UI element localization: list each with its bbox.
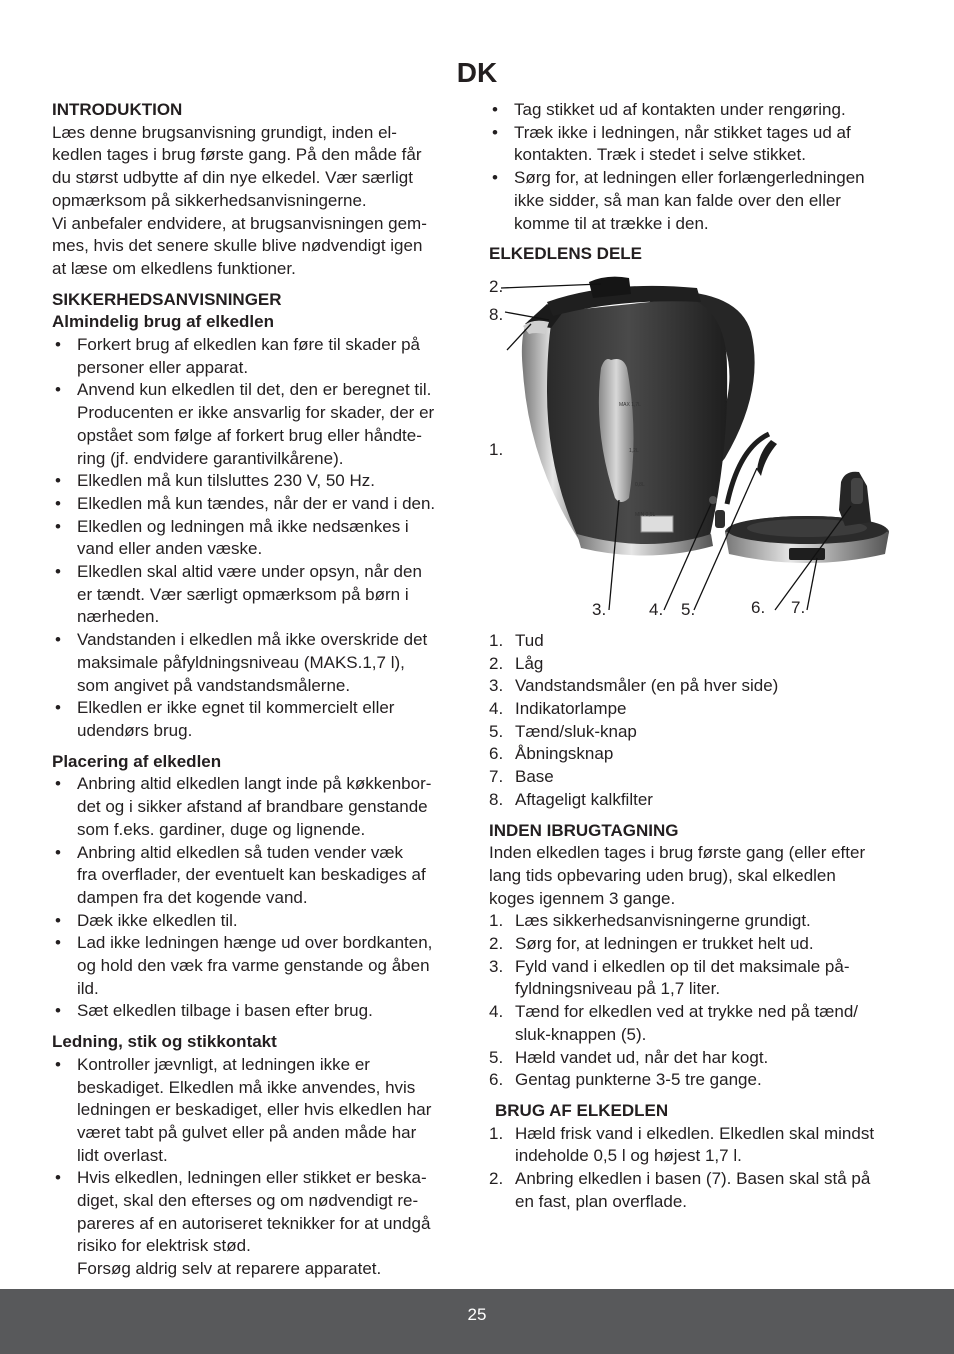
list-item: 5. Hæld vandet ud, når det har kogt.: [489, 1047, 769, 1067]
gauge-label-low: 0,8L: [635, 481, 645, 488]
power-switch: [715, 510, 725, 528]
callout-5: 5.: [681, 599, 696, 619]
list-item: 3. Vandstandsmåler (en på hver side): [489, 676, 779, 696]
intro-paragraph-2: Vi anbefaler endvidere, at brugsanvisningen gem- mes, hvis det senere skulle blive nødvendigt igen at læse om elkedlens funktioner.: [52, 213, 427, 278]
page-title: DK: [456, 57, 498, 88]
list-item: 2. Sørg for, at ledningen er trukket helt ud.: [489, 934, 814, 954]
list-item: • Sæt elkedlen tilbage i basen efter brug.: [52, 1000, 464, 1023]
left-column: [52, 99, 464, 1281]
list-item: • Elkedlen må kun tændes, når der er vand i den.: [52, 493, 464, 516]
cord-list-continued: [489, 99, 907, 235]
kettle-illustration: [489, 272, 907, 630]
gauge-label-min: MIN 0,5L: [635, 511, 656, 518]
list-item: • Kontroller jævnligt, at ledningen ikke er beskadiget. Elkedlen må ikke anvendes, hvis ledningen er beskadiget, eller hvis elkedlen har været tabt på gulvet eller på anden måde har lidt overlast.: [52, 1054, 464, 1168]
list-item: 2. Anbring elkedlen i basen (7). Basen skal stå på en fast, plan overflade.: [489, 1169, 871, 1211]
callout-3: 3.: [592, 599, 607, 619]
list-item: • Tag stikket ud af kontakten under rengøring.: [489, 99, 907, 122]
list-item: • Elkedlen må kun tilsluttes 230 V, 50 Hz.: [52, 470, 464, 493]
list-item: • Lad ikke ledningen hænge ud over bordkanten, og hold den væk fra varme genstande og åben ild.: [52, 932, 464, 1000]
general-use-list: [52, 334, 464, 743]
list-item: 1. Læs sikkerhedsanvisningerne grundigt.: [489, 911, 811, 931]
gauge-label-max: MAX 1,7L: [619, 401, 641, 408]
placement-heading: Placering af elkedlen: [52, 751, 222, 771]
list-item: 3. Fyld vand i elkedlen op til det maksimale på- fyldningsniveau på 1,7 liter.: [489, 956, 850, 999]
list-item: • Anvend kun elkedlen til det, den er beregnet til. Producenten er ikke ansvarlig for skader, der er opstået som følge af forkert brug eller håndte- ring (jf. endvidere garantivilkårene).: [52, 379, 464, 470]
page-number: 25: [467, 1305, 487, 1324]
intro-heading: INTRODUKTION: [52, 100, 183, 119]
list-item: 1. Tud: [489, 630, 544, 650]
list-item: • Elkedlen og ledningen må ikke nedsænkes i vand eller anden væske.: [52, 516, 464, 561]
placement-list: [52, 773, 464, 1023]
list-item: 6. Gentag punkterne 3-5 tre gange.: [489, 1070, 762, 1090]
list-item: • Elkedlen er ikke egnet til kommercielt eller udendørs brug.: [52, 697, 464, 742]
list-item: 8. Aftageligt kalkfilter: [489, 789, 653, 809]
gauge-label-mid: 1,2L: [629, 447, 639, 454]
callout-8: 8.: [489, 304, 504, 324]
callout-4: 4.: [649, 599, 664, 619]
list-item: 4. Tænd for elkedlen ved at trykke ned på tænd/ sluk-knappen (5).: [489, 1002, 859, 1044]
kettle-body: [547, 298, 727, 548]
parts-list: [489, 630, 907, 812]
callout-7: 7.: [791, 597, 806, 617]
list-item: 1. Hæld frisk vand i elkedlen. Elkedlen skal mindst indeholde 0,5 l og højest 1,7 l.: [489, 1123, 875, 1166]
list-item: • Forkert brug af elkedlen kan føre til skader på personer eller apparat.: [52, 334, 464, 379]
list-item: • Dæk ikke elkedlen til.: [52, 910, 464, 933]
before-use-heading: INDEN IBRUGTAGNING: [489, 820, 679, 840]
use-steps: [489, 1123, 907, 1214]
list-item: 4. Indikatorlampe: [489, 699, 627, 719]
callout-1: 1.: [489, 439, 504, 459]
list-item: • Træk ikke i ledningen, når stikket tages ud af kontakten. Træk i stedet i selve stikket.: [489, 122, 907, 167]
parts-heading: ELKEDLENS DELE: [489, 244, 643, 264]
list-item: • Vandstanden i elkedlen må ikke overskride det maksimale påfyldningsniveau (MAKS.1,7 l), som angivet på vandstandsmålerne.: [52, 629, 464, 697]
cord-heading: Ledning, stik og stikkontakt: [52, 1032, 277, 1052]
general-use-heading: Almindelig brug af elkedlen: [52, 312, 274, 332]
callout-2: 2.: [489, 276, 504, 296]
callout-6: 6.: [751, 597, 766, 617]
list-item: • Elkedlen skal altid være under opsyn, når den er tændt. Vær særligt opmærksom på børn i nærheden.: [52, 561, 464, 629]
cord-list: [52, 1054, 464, 1258]
intro-paragraph-1: Læs denne brugsanvisning grundigt, inden el- kedlen tages i brug første gang. På den måde får du størst udbytte af din nye elkedel. Vær særligt opmærksom på sikkerhedsanvisningerne.: [52, 122, 422, 210]
list-item: • Hvis elkedlen, ledningen eller stikket er beska- diget, skal den efterses og om nødvendigt re- pareres af en autoriseret teknikker for at undgå risiko for elektrisk stød.: [52, 1167, 464, 1258]
list-item: 7. Base: [489, 767, 554, 787]
indicator-lamp: [709, 496, 717, 504]
cord-note: Forsøg aldrig selv at reparere apparatet.: [77, 1259, 382, 1279]
before-use-steps: [489, 910, 907, 1092]
list-item: 6. Åbningsknap: [489, 744, 614, 764]
right-column: [489, 99, 907, 1214]
list-item: • Sørg for, at ledningen eller forlængerledningen ikke sidder, så man kan falde over den eller komme til at trække i den.: [489, 167, 907, 235]
before-use-paragraph: Inden elkedlen tages i brug første gang (eller efter lang tids opbevaring uden brug), skal elkedlen koges igennem 3 gange.: [489, 843, 866, 908]
list-item: • Anbring altid elkedlen så tuden vender væk fra overflader, der eventuelt kan beskadiges af dampen fra det kogende vand.: [52, 842, 464, 910]
use-heading: BRUG AF ELKEDLEN: [495, 1100, 669, 1120]
list-item: 2. Låg: [489, 653, 544, 673]
list-item: • Anbring altid elkedlen langt inde på køkkenbor- det og i sikker afstand af brandbare genstande som f.eks. gardiner, duge og lignende.: [52, 773, 464, 841]
kettle-figure: [489, 272, 907, 630]
safety-heading: SIKKERHEDSANVISNINGER: [52, 289, 282, 309]
list-item: 5. Tænd/sluk-knap: [489, 721, 637, 741]
